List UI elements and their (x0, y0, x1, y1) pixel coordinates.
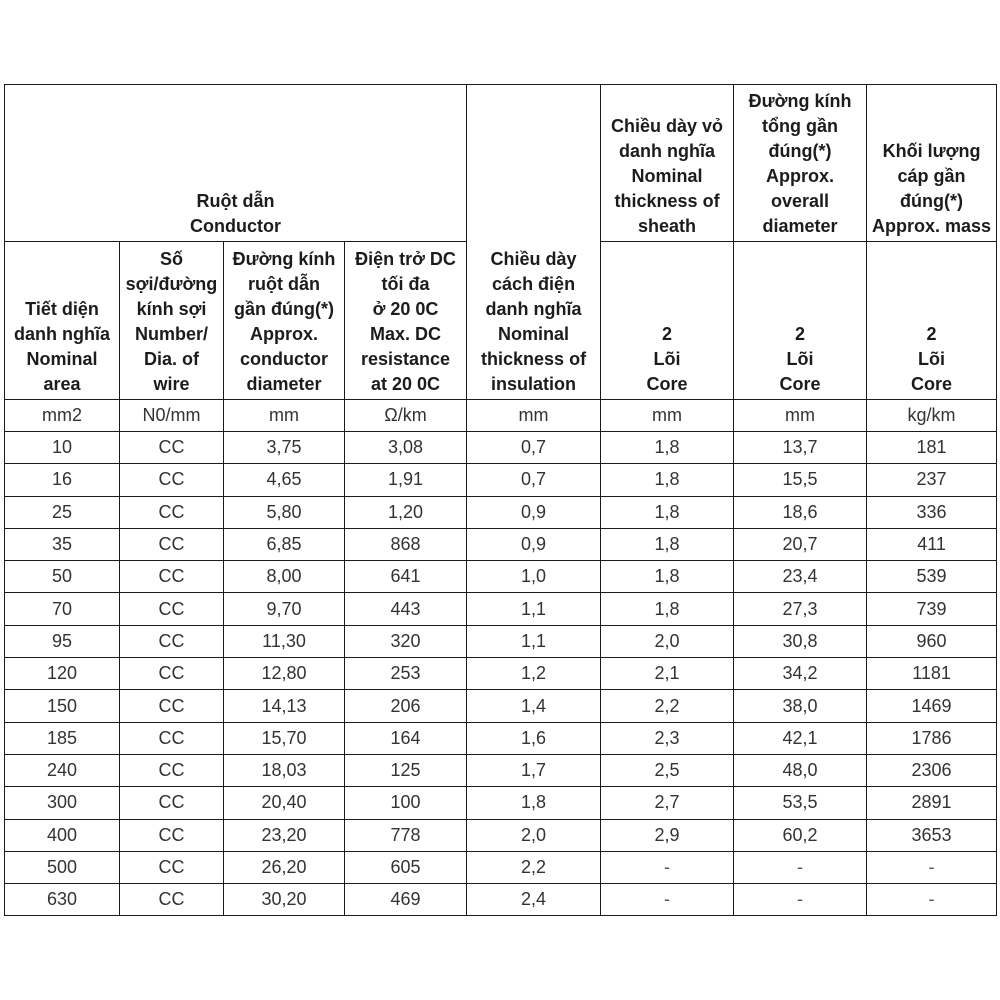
table-row (5, 722, 997, 754)
cell-insulation: 0,9 (467, 528, 601, 560)
header-sheath-thickness: Chiều dày vỏ danh nghĩa Nominal thickness of sheath (601, 85, 734, 242)
cell-wire: CC (120, 754, 224, 786)
cell-wire: CC (120, 690, 224, 722)
cell-mass: 739 (867, 593, 997, 625)
cell-cond-diameter: 3,75 (224, 432, 345, 464)
header-diameter-2-core: 2 Lõi Core (734, 242, 867, 400)
cell-resistance: 125 (345, 754, 467, 786)
cell-overall-diameter: 60,2 (734, 819, 867, 851)
cell-overall-diameter: 15,5 (734, 464, 867, 496)
table-row (5, 690, 997, 722)
cell-sheath: 2,0 (601, 625, 734, 657)
cell-overall-diameter: 18,6 (734, 496, 867, 528)
cell-overall-diameter: 20,7 (734, 528, 867, 560)
cell-mass: - (867, 851, 997, 883)
cell-overall-diameter: 13,7 (734, 432, 867, 464)
cell-mass: 336 (867, 496, 997, 528)
cell-resistance: 641 (345, 561, 467, 593)
cell-wire: CC (120, 528, 224, 560)
cell-sheath: 2,9 (601, 819, 734, 851)
cell-overall-diameter: 27,3 (734, 593, 867, 625)
cell-area: 300 (5, 787, 120, 819)
cell-mass: 1786 (867, 722, 997, 754)
cell-resistance: 253 (345, 658, 467, 690)
cell-wire: CC (120, 432, 224, 464)
cell-cond-diameter: 9,70 (224, 593, 345, 625)
cell-cond-diameter: 14,13 (224, 690, 345, 722)
header-number-dia-wire: Số sợi/đường kính sợi Number/ Dia. of wire (120, 242, 224, 400)
cell-overall-diameter: 38,0 (734, 690, 867, 722)
cell-area: 10 (5, 432, 120, 464)
cell-insulation: 1,0 (467, 561, 601, 593)
header-approx-mass: Khối lượng cáp gần đúng(*) Approx. mass (867, 85, 997, 242)
cell-wire: CC (120, 625, 224, 657)
cell-area: 500 (5, 851, 120, 883)
cell-insulation: 2,2 (467, 851, 601, 883)
cell-insulation: 1,8 (467, 787, 601, 819)
cell-resistance: 469 (345, 884, 467, 916)
cell-resistance: 164 (345, 722, 467, 754)
unit-cell: mm (467, 400, 601, 432)
cell-insulation: 1,4 (467, 690, 601, 722)
cell-area: 630 (5, 884, 120, 916)
cell-sheath: 2,1 (601, 658, 734, 690)
cell-insulation: 0,7 (467, 432, 601, 464)
cell-mass: 2306 (867, 754, 997, 786)
cell-sheath: 2,5 (601, 754, 734, 786)
cell-insulation: 1,7 (467, 754, 601, 786)
cell-wire: CC (120, 819, 224, 851)
cell-insulation: 0,9 (467, 496, 601, 528)
table-row (5, 787, 997, 819)
cable-spec-table (4, 84, 997, 916)
cell-overall-diameter: 48,0 (734, 754, 867, 786)
cell-cond-diameter: 5,80 (224, 496, 345, 528)
unit-cell: mm2 (5, 400, 120, 432)
cell-sheath: 2,2 (601, 690, 734, 722)
cell-wire: CC (120, 593, 224, 625)
cell-insulation: 1,6 (467, 722, 601, 754)
cell-resistance: 778 (345, 819, 467, 851)
cell-mass: 181 (867, 432, 997, 464)
unit-cell: mm (224, 400, 345, 432)
cell-cond-diameter: 18,03 (224, 754, 345, 786)
table-row (5, 851, 997, 883)
header-insulation-thickness: Chiều dày cách điện danh nghĩa Nominal thickness of insulation (467, 85, 601, 400)
cell-area: 185 (5, 722, 120, 754)
table-row (5, 625, 997, 657)
table-row (5, 658, 997, 690)
units-row (5, 400, 997, 432)
cell-overall-diameter: 53,5 (734, 787, 867, 819)
cell-resistance: 443 (345, 593, 467, 625)
cell-wire: CC (120, 884, 224, 916)
cell-insulation: 0,7 (467, 464, 601, 496)
cell-sheath: 2,7 (601, 787, 734, 819)
cell-mass: 960 (867, 625, 997, 657)
table-row (5, 432, 997, 464)
cell-cond-diameter: 15,70 (224, 722, 345, 754)
cell-mass: - (867, 884, 997, 916)
cell-cond-diameter: 20,40 (224, 787, 345, 819)
table-row (5, 754, 997, 786)
cell-resistance: 320 (345, 625, 467, 657)
cell-resistance: 1,20 (345, 496, 467, 528)
cell-area: 400 (5, 819, 120, 851)
cell-wire: CC (120, 496, 224, 528)
cell-sheath: 2,3 (601, 722, 734, 754)
cell-area: 35 (5, 528, 120, 560)
cell-resistance: 3,08 (345, 432, 467, 464)
table-row (5, 464, 997, 496)
cell-resistance: 868 (345, 528, 467, 560)
cell-overall-diameter: - (734, 851, 867, 883)
cell-mass: 237 (867, 464, 997, 496)
cell-cond-diameter: 8,00 (224, 561, 345, 593)
cell-overall-diameter: 30,8 (734, 625, 867, 657)
cell-sheath: 1,8 (601, 496, 734, 528)
cell-overall-diameter: 34,2 (734, 658, 867, 690)
cell-cond-diameter: 30,20 (224, 884, 345, 916)
unit-cell: N0/mm (120, 400, 224, 432)
table-row (5, 528, 997, 560)
cell-wire: CC (120, 561, 224, 593)
cell-sheath: 1,8 (601, 593, 734, 625)
header-sheath-2-core: 2 Lõi Core (601, 242, 734, 400)
unit-cell: mm (734, 400, 867, 432)
cell-wire: CC (120, 722, 224, 754)
cell-cond-diameter: 4,65 (224, 464, 345, 496)
cell-mass: 1469 (867, 690, 997, 722)
cell-cond-diameter: 6,85 (224, 528, 345, 560)
cell-overall-diameter: - (734, 884, 867, 916)
cell-sheath: 1,8 (601, 561, 734, 593)
cell-mass: 1181 (867, 658, 997, 690)
cell-sheath: - (601, 851, 734, 883)
cell-insulation: 1,1 (467, 593, 601, 625)
cell-area: 150 (5, 690, 120, 722)
header-mass-2-core: 2 Lõi Core (867, 242, 997, 400)
cell-resistance: 206 (345, 690, 467, 722)
header-nominal-area: Tiết diện danh nghĩa Nominal area (5, 242, 120, 400)
header-conductor-diameter: Đường kính ruột dẫn gần đúng(*) Approx. conductor diameter (224, 242, 345, 400)
cell-mass: 411 (867, 528, 997, 560)
cell-insulation: 1,2 (467, 658, 601, 690)
cell-wire: CC (120, 787, 224, 819)
cell-cond-diameter: 11,30 (224, 625, 345, 657)
cell-area: 50 (5, 561, 120, 593)
cell-insulation: 1,1 (467, 625, 601, 657)
table-row (5, 561, 997, 593)
header-conductor-group: Ruột dẫn Conductor (5, 85, 467, 242)
cell-mass: 539 (867, 561, 997, 593)
cell-resistance: 1,91 (345, 464, 467, 496)
cell-wire: CC (120, 464, 224, 496)
cell-wire: CC (120, 658, 224, 690)
table-row (5, 884, 997, 916)
cell-area: 25 (5, 496, 120, 528)
cell-sheath: - (601, 884, 734, 916)
cell-mass: 3653 (867, 819, 997, 851)
header-dc-resistance: Điện trở DC tối đa ở 20 0C Max. DC resistance at 20 0C (345, 242, 467, 400)
cell-insulation: 2,4 (467, 884, 601, 916)
table-body (5, 432, 997, 916)
unit-cell: mm (601, 400, 734, 432)
cell-overall-diameter: 42,1 (734, 722, 867, 754)
cell-mass: 2891 (867, 787, 997, 819)
cell-cond-diameter: 26,20 (224, 851, 345, 883)
cell-resistance: 605 (345, 851, 467, 883)
cell-area: 120 (5, 658, 120, 690)
table-row (5, 819, 997, 851)
cell-wire: CC (120, 851, 224, 883)
cell-area: 95 (5, 625, 120, 657)
cell-resistance: 100 (345, 787, 467, 819)
cell-sheath: 1,8 (601, 464, 734, 496)
header-overall-diameter: Đường kính tổng gần đúng(*) Approx. overall diameter (734, 85, 867, 242)
cell-area: 70 (5, 593, 120, 625)
cell-sheath: 1,8 (601, 528, 734, 560)
table-row (5, 496, 997, 528)
cell-cond-diameter: 12,80 (224, 658, 345, 690)
cell-cond-diameter: 23,20 (224, 819, 345, 851)
cell-sheath: 1,8 (601, 432, 734, 464)
table-row (5, 593, 997, 625)
cell-area: 16 (5, 464, 120, 496)
cell-overall-diameter: 23,4 (734, 561, 867, 593)
unit-cell: kg/km (867, 400, 997, 432)
unit-cell: Ω/km (345, 400, 467, 432)
cell-area: 240 (5, 754, 120, 786)
cell-insulation: 2,0 (467, 819, 601, 851)
